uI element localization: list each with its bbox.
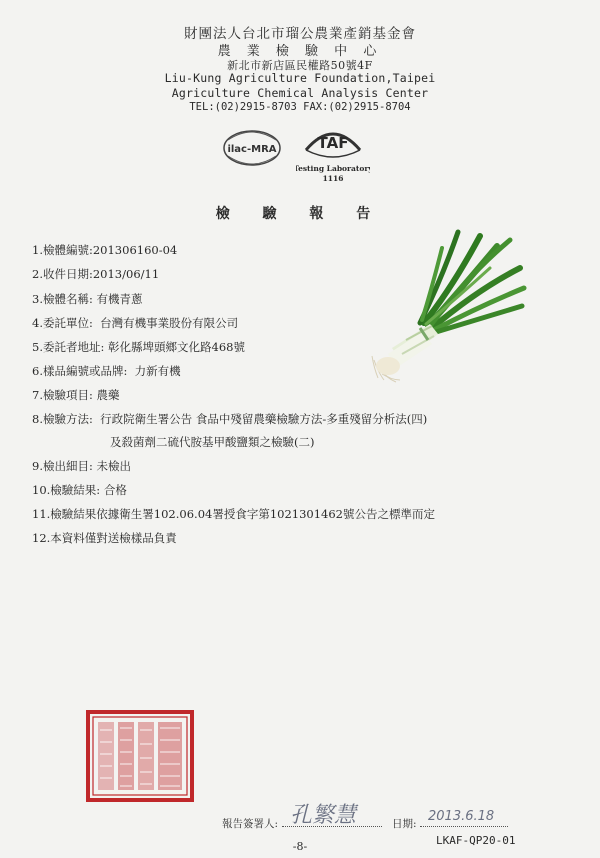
item-value: 彰化縣埤頭鄉文化路468號 — [108, 340, 245, 354]
item-test-method — [32, 411, 427, 427]
signer-label: 報告簽署人: — [222, 818, 279, 830]
item-detection — [32, 458, 131, 474]
address-zh: 新北市新店區民權路50號4F — [227, 59, 373, 72]
item-label: 9.檢出細目: — [32, 459, 93, 473]
date-line — [420, 826, 508, 827]
item-value: 未檢出 — [96, 459, 132, 473]
center-name-zh: 農 業 檢 驗 中 心 — [217, 44, 383, 59]
item-sample-id — [32, 242, 177, 258]
center-name-en: Agriculture Chemical Analysis Center — [171, 86, 429, 100]
contact-info: TEL:(02)2915-8703 FAX:(02)2915-8704 — [189, 101, 411, 113]
item-client-address — [32, 339, 245, 355]
item-value: 本資料僅對送檢樣品負責 — [50, 531, 177, 545]
item-label: 10.檢驗結果: — [32, 483, 101, 497]
green-onion-image — [362, 228, 530, 390]
item-label: 1.檢體編號: — [32, 243, 93, 257]
item-label: 12. — [32, 531, 51, 545]
ilac-mra-logo — [222, 128, 282, 168]
item-disclaimer — [32, 530, 177, 546]
item-result — [32, 482, 127, 498]
item-label: 8.檢驗方法: — [32, 412, 93, 426]
item-value: 有機青蔥 — [96, 292, 143, 306]
taf-caption: Testing Laboratory — [296, 164, 370, 173]
item-test-method-cont — [110, 434, 314, 450]
item-sample-name — [32, 291, 143, 307]
org-name-en: Liu-Kung Agriculture Foundation,Taipei — [164, 71, 436, 85]
taf-text: TAF — [317, 134, 349, 152]
item-standard — [32, 506, 435, 522]
item-value: 2013/06/11 — [92, 267, 160, 281]
item-label: 11. — [32, 507, 51, 521]
org-name-zh: 財團法人台北市瑠公農業產銷基金會 — [184, 26, 416, 42]
date-label: 日期: — [392, 818, 417, 830]
page-number: -8- — [292, 840, 308, 853]
item-label: 4.委託單位: — [32, 316, 93, 330]
item-client — [32, 315, 238, 331]
item-value: 行政院衛生署公告 食品中殘留農藥檢驗方法-多重殘留分析法(四) — [100, 412, 428, 426]
item-label: 7.檢驗項目: — [32, 388, 93, 402]
item-brand — [32, 363, 181, 379]
item-label: 3.檢體名稱: — [32, 292, 93, 306]
item-value: 201306160-04 — [92, 243, 178, 257]
report-title: 檢 驗 報 告 — [215, 206, 385, 222]
item-label: 2.收件日期: — [32, 267, 93, 281]
item-label: 6.樣品編號或品牌: — [32, 364, 128, 378]
signature: 孔繁慧 — [290, 803, 357, 828]
item-value: 台灣有機事業股份有限公司 — [100, 316, 239, 330]
date-value: 2013.6.18 — [428, 809, 495, 824]
item-value: 力新有機 — [134, 364, 181, 378]
item-received-date — [32, 266, 159, 282]
taf-number: 1116 — [322, 174, 344, 183]
official-seal — [86, 710, 194, 802]
item-test-item — [32, 387, 120, 403]
item-value: 農藥 — [96, 388, 120, 402]
item-label: 5.委託者地址: — [32, 340, 105, 354]
form-code: LKAF-QP20-01 — [436, 834, 516, 847]
taf-logo — [296, 124, 370, 186]
item-value: 檢驗結果依據衛生署102.06.04署授食字第1021301462號公告之標準而定 — [50, 507, 435, 521]
item-value: 及殺菌劑二硫代胺基甲酸鹽類之檢驗(二) — [110, 435, 315, 449]
ilac-text: ilac-MRA — [227, 144, 277, 155]
item-value: 合格 — [103, 483, 127, 497]
